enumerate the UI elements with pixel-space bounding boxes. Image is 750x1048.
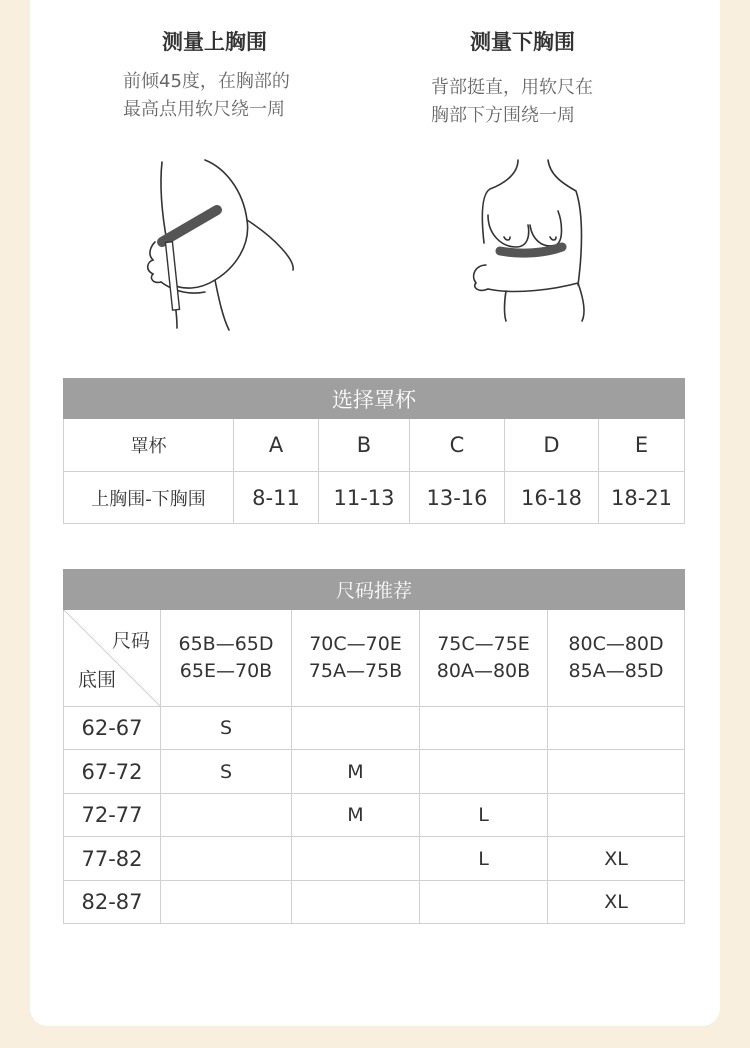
cup-cell: A xyxy=(234,419,319,472)
size-column-header: 75C—75E 80A—80B xyxy=(420,610,548,707)
cup-cell: D xyxy=(505,419,599,472)
diff-cell: 11-13 xyxy=(319,472,410,524)
under-bust-desc: 背部挺直，用软尺在 胸部下方围绕一周 xyxy=(431,77,593,126)
cup-cell: B xyxy=(319,419,410,472)
size-cell: L xyxy=(420,794,548,837)
underbust-range: 82-87 xyxy=(64,881,161,924)
table-row xyxy=(64,881,685,924)
table-row xyxy=(64,707,685,750)
size-table xyxy=(63,569,685,924)
size-cell xyxy=(161,837,292,881)
size-cell: XL xyxy=(548,837,685,881)
diff-cell: 18-21 xyxy=(599,472,685,524)
corner-diagonal-line xyxy=(64,610,161,707)
size-cell xyxy=(420,707,548,750)
size-table-corner xyxy=(64,610,161,707)
size-cell xyxy=(420,750,548,794)
underbust-range: 67-72 xyxy=(64,750,161,794)
cup-table xyxy=(63,378,685,524)
diff-row-label: 上胸围-下胸围 xyxy=(64,472,234,524)
size-cell: S xyxy=(161,750,292,794)
size-cell: S xyxy=(161,707,292,750)
diff-cell: 13-16 xyxy=(410,472,505,524)
diff-cell: 16-18 xyxy=(505,472,599,524)
size-cell: M xyxy=(292,750,420,794)
size-cell xyxy=(292,881,420,924)
upper-bust-desc: 前倾45度，在胸部的 最高点用软尺绕一周 xyxy=(123,71,290,120)
corner-underbust-label: 底围 xyxy=(78,669,117,691)
size-cell xyxy=(548,750,685,794)
table-row xyxy=(64,837,685,881)
size-column-header: 65B—65D 65E—70B xyxy=(161,610,292,707)
cup-row-label: 罩杯 xyxy=(64,419,234,472)
size-cell: XL xyxy=(548,881,685,924)
upper-bust-illustration xyxy=(125,150,315,335)
size-cell: L xyxy=(420,837,548,881)
size-column-header: 70C—70E 75A—75B xyxy=(292,610,420,707)
size-cell xyxy=(161,794,292,837)
size-cell xyxy=(548,707,685,750)
under-bust-title: 测量下胸围 xyxy=(470,30,575,54)
size-column-header: 80C—80D 85A—85D xyxy=(548,610,685,707)
diff-cell: 8-11 xyxy=(234,472,319,524)
corner-size-label: 尺码 xyxy=(111,630,150,652)
size-table-title: 尺码推荐 xyxy=(64,570,685,610)
cup-cell: C xyxy=(410,419,505,472)
under-bust-illustration xyxy=(466,155,591,325)
underbust-range: 62-67 xyxy=(64,707,161,750)
size-cell: M xyxy=(292,794,420,837)
size-cell xyxy=(420,881,548,924)
underbust-range: 77-82 xyxy=(64,837,161,881)
cup-table-title: 选择罩杯 xyxy=(64,379,685,419)
table-row xyxy=(64,750,685,794)
size-cell xyxy=(292,707,420,750)
upper-bust-title: 测量上胸围 xyxy=(162,30,267,54)
table-row xyxy=(64,794,685,837)
cup-cell: E xyxy=(599,419,685,472)
size-cell xyxy=(161,881,292,924)
underbust-range: 72-77 xyxy=(64,794,161,837)
size-cell xyxy=(292,837,420,881)
size-cell xyxy=(548,794,685,837)
